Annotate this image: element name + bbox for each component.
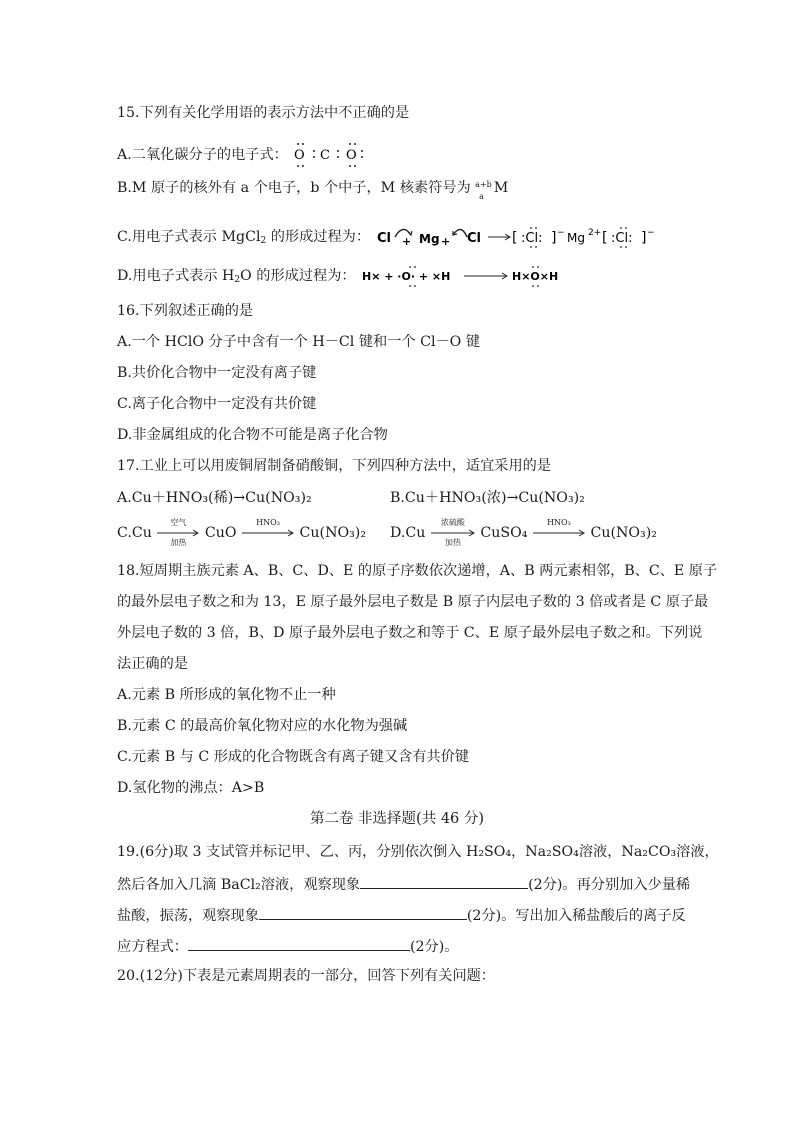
q15-option-c: C.用电子式表示 MgCl$_2$ 的形成过程为： Cl + Mg + Cl [ :Cl: ] − Mg 2+ [ :Cl: ] −: [117, 223, 675, 251]
answer-blank-1[interactable]: [360, 874, 528, 889]
answer-blank-2[interactable]: [259, 905, 467, 920]
q18-option-a: A.元素 B 所形成的氧化物不止一种: [117, 687, 336, 703]
q17-option-b: B.Cu＋HNO₃(浓)→Cu(NO₃)₂: [390, 490, 585, 506]
q17-option-a: A.Cu＋HNO₃(稀)→Cu(NO₃)₂: [117, 490, 312, 506]
svg-text:O: O: [346, 148, 358, 163]
q15-option-b: [117, 179, 509, 201]
q16-option-d: D.非金属组成的化合物不可能是离子化合物: [117, 427, 388, 443]
svg-text:2+: 2+: [587, 228, 601, 238]
q18-stem-line-3: 外层电子数的 3 倍，B、D 原子最外层电子数之和等于 C、E 原子最外层电子数之和。下列说: [117, 625, 703, 641]
q15-option-a-text: A.二氧化碳分子的电子式：: [117, 147, 288, 163]
q18-stem-line-2: 的最外层电子数之和为 13，E 原子最外层电子数是 B 原子内层电子数的 3 倍或者是 C 原子最: [117, 594, 709, 610]
svg-text:+: +: [440, 235, 450, 248]
svg-text:H× + ·O· + ×H: H× + ·O· + ×H: [362, 270, 451, 283]
svg-text:[: [: [601, 230, 608, 246]
svg-text:]: ]: [550, 230, 557, 246]
svg-text:O: O: [294, 148, 306, 163]
q18-option-b: B.元素 C 的最高价氧化物对应的水化物为强碱: [117, 718, 408, 734]
q17-option-d: D.Cu 浓硫酸 加热 CuSO₄ HNO₃ Cu(NO₃)₂: [390, 518, 657, 547]
svg-text::Cl:: :Cl:: [610, 231, 633, 246]
q15-option-d-text: D.用电子式表示 H: [117, 268, 235, 284]
svg-text:Cl: Cl: [376, 231, 391, 246]
q19-line-3: 盐酸，振荡，观察现象 (2分)。写出加入稀盐酸后的离子反: [117, 905, 686, 925]
q17-stem: 17.工业上可以用废铜屑制备硝酸铜，下列四种方法中，适宜采用的是: [117, 458, 552, 474]
svg-text:]: ]: [640, 230, 647, 246]
svg-text:+: +: [401, 235, 411, 248]
svg-text:H×O×H: H×O×H: [512, 270, 559, 283]
reaction-arrow: 浓硫酸 加热: [431, 528, 475, 538]
q17-option-c: C.Cu 空气 加热 CuO HNO₃ Cu(NO₃)₂: [117, 518, 367, 547]
svg-text:[: [: [511, 230, 518, 246]
h2o-formation-diagram: [360, 263, 570, 289]
co2-electron-formula: [292, 141, 364, 169]
reaction-arrow: HNO₃: [242, 528, 294, 538]
answer-blank-3[interactable]: [188, 936, 410, 951]
svg-text:−: −: [646, 228, 655, 238]
q19-line-1: 19.(6分)取 3 支试管并标记甲、乙、丙，分别依次倒入 H₂SO₄，Na₂SO₄溶液，Na₂CO₃溶液，: [117, 844, 719, 860]
q20-stem: 20.(12分)下表是元素周期表的一部分，回答下列有关问题：: [117, 968, 496, 984]
q15-option-d: D.用电子式表示 $H_2O$ 的形成过程为： H× + ·O· + ×H H×O×H: [117, 263, 570, 289]
q16-option-b: B.共价化合物中一定没有离子键: [117, 365, 317, 381]
svg-text:Cl: Cl: [466, 231, 481, 246]
svg-text:−: −: [556, 228, 565, 238]
reaction-arrow: 空气 加热: [157, 528, 199, 538]
mgcl2-formation-diagram: [375, 223, 675, 251]
q19-line-4: 应方程式： (2分)。: [117, 936, 458, 956]
q18-option-d: D.氢化物的沸点：A>B: [117, 780, 265, 796]
nuclide-atomic-number: a: [479, 192, 484, 201]
svg-text:Mg: Mg: [566, 231, 585, 245]
q18-stem-line-1: 18.短周期主族元素 A、B、C、D、E 的原子序数依次递增，A、B 两元素相邻，B、C、E 原子: [117, 563, 718, 579]
q15-option-b-text: B.M 原子的核外有 a 个电子，b 个中子，M 核素符号为: [117, 180, 471, 196]
q19-line-2: 然后各加入几滴 BaCl₂溶液，观察现象 (2分)。再分别加入少量稀: [117, 874, 690, 894]
q18-stem-line-4: 法正确的是: [117, 656, 188, 672]
svg-text::Cl:: :Cl:: [520, 231, 543, 246]
q16-stem: 16.下列叙述正确的是: [117, 303, 254, 319]
q16-option-c: C.离子化合物中一定没有共价键: [117, 396, 317, 412]
section-2-title: 第二卷 非选择题(共 46 分): [309, 811, 485, 827]
reaction-arrow: HNO₃: [533, 528, 585, 538]
q16-option-a: A.一个 HClO 分子中含有一个 H－Cl 键和一个 Cl－O 键: [117, 334, 481, 350]
svg-text:C: C: [320, 148, 331, 163]
q15-option-a: [117, 141, 364, 169]
nuclide-symbol: M: [493, 180, 509, 196]
q15-option-c-text: C.用电子式表示 MgCl: [117, 229, 261, 245]
q18-option-c: C.元素 B 与 C 形成的化合物既含有离子键又含有共价键: [117, 749, 470, 765]
nuclide-mass-number: a+b: [475, 180, 492, 189]
q15-stem: 15.下列有关化学用语的表示方法中不正确的是: [117, 105, 410, 121]
svg-text:Mg: Mg: [418, 232, 440, 246]
